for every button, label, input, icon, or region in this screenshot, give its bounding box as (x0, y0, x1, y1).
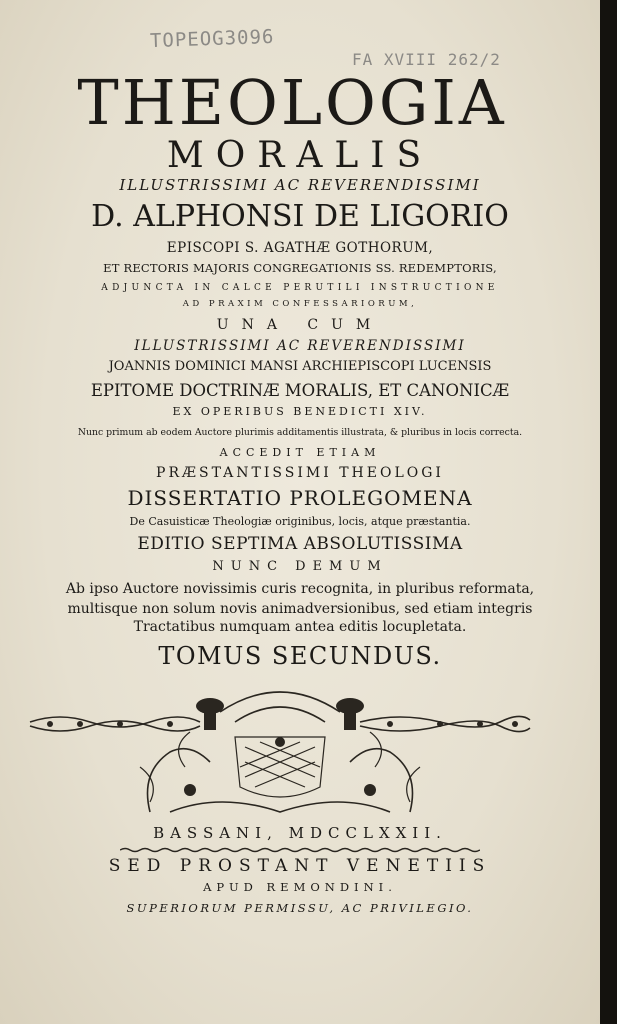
shelfmark-left: TOPEOG3096 (149, 25, 275, 53)
praestantissimi: PRÆSTANTISSIMI THEOLOGI (156, 465, 444, 481)
ab-ipso-line-1: Ab ipso Auctore novissimis curis recognita, in pluribus reformata, (65, 581, 535, 597)
una-cum: UNA CUM (216, 317, 384, 333)
office-line-2: ET RECTORIS MAJORIS CONGREGATIONIS SS. REDEMPTORIS, (103, 261, 497, 275)
imprint-permissu: SUPERIORUM PERMISSU, AC PRIVILEGIO. (126, 901, 474, 915)
tomus: TOMUS SECUNDUS. (158, 642, 442, 670)
epitome-line: EPITOME DOCTRINÆ MORALIS, ET CANONICÆ (90, 381, 510, 400)
ornament-vignette (20, 672, 540, 822)
editio: EDITIO SEPTIMA ABSOLUTISSIMA (137, 534, 463, 554)
author: D. ALPHONSI DE LIGORIO (91, 199, 509, 234)
ex-operibus: EX OPERIBUS BENEDICTI XIV. (172, 405, 428, 418)
de-casuisticae: De Casuisticæ Theologiæ originibus, locis, atque præstantia. (129, 515, 471, 528)
decorative-rule (120, 847, 480, 853)
adjuncta-line-2: AD PRAXIM CONFESSARIORUM, (182, 299, 418, 309)
accedit-etiam: ACCEDIT ETIAM (219, 446, 381, 459)
shelfmark-right: FA XVIII 262/2 (352, 50, 501, 69)
nunc-demum: NUNC DEMUM (212, 559, 388, 574)
ab-ipso-line-3: Tractatibus numquam antea editis locupletata. (133, 619, 467, 635)
dissertatio: DISSERTATIO PROLEGOMENA (127, 486, 473, 510)
honorific: ILLUSTRISSIMI AC REVERENDISSIMI (119, 176, 481, 194)
imprint-apud: APUD REMONDINI. (203, 880, 397, 894)
ab-ipso-line-2: multisque non solum novis animadversionibus, sed etiam integris (67, 601, 533, 617)
mansi-line: JOANNIS DOMINICI MANSI ARCHIEPISCOPI LUCENSIS (108, 359, 492, 374)
main-title: THEOLOGIA (77, 66, 507, 139)
imprint-prostant: SED PROSTANT VENETIIS (108, 856, 492, 876)
office-line-1: EPISCOPI S. AGATHÆ GOTHORUM, (166, 240, 434, 256)
honorific-2: ILLUSTRISSIMI AC REVERENDISSIMI (134, 338, 466, 354)
page-edge (600, 0, 617, 1024)
subtitle: MORALIS (166, 135, 434, 176)
nunc-primum: Nunc primum ab eodem Auctore plurimis additamentis illustrata, & pluribus in locis correcta. (77, 427, 523, 438)
adjuncta-line-1: ADJUNCTA IN CALCE PERUTILI INSTRUCTIONE (101, 283, 499, 293)
imprint-place-date: BASSANI, MDCCLXXII. (153, 824, 447, 842)
